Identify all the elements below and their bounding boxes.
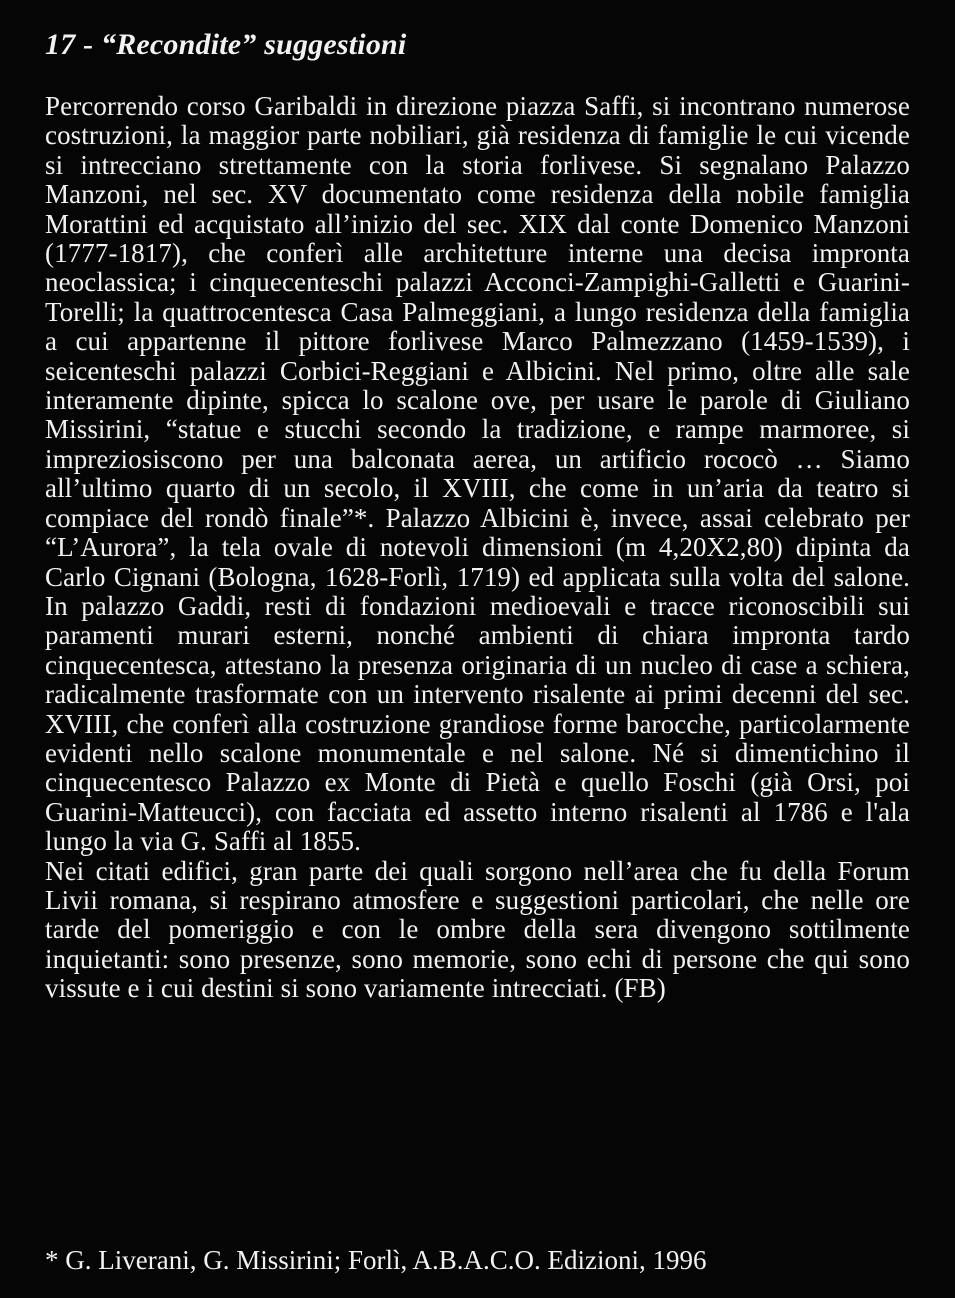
- paragraph-2: Nei citati edifici, gran parte dei quali sorgono nell’area che fu della Forum Livii romana, si respirano atmosfere e suggestioni particolari, che nelle ore tarde del pomeriggio e con le ombre della sera divengono sottilmente inquietanti: sono presenze, sono memorie, sono echi di persone che qui sono vissute e i cui destini si sono variamente intrecciati. (FB): [45, 855, 910, 1004]
- body-text: [45, 92, 910, 1004]
- section-title: 17 - “Recondite” suggestioni: [45, 28, 407, 61]
- paragraph-1: Percorrendo corso Garibaldi in direzione piazza Saffi, si incontrano numerose costruzioni, la maggior parte nobiliari, già residenza di famiglie le cui vicende si intrecciano strettamente con la storia forlivese. Si segnalano Palazzo Manzoni, nel sec. XV documentato come residenza della nobile famiglia Morattini ed acquistato all’inizio del sec. XIX dal conte Domenico Manzoni (1777-1817), che conferì alle architetture interne una decisa impronta neoclassica; i cinquecenteschi palazzi Acconci-Zampighi-Galletti e Guarini-Torelli; la quattrocentesca Casa Palmeggiani, a lungo residenza della famiglia a cui appartenne il pittore forlivese Marco Palmezzano (1459-1539), i seicenteschi palazzi Corbici-Reggiani e Albicini. Nel primo, oltre alle sale interamente dipinte, spicca lo scalone ove, per usare le parole di Giuliano Missirini, “statue e stucchi secondo la tradizione, e rampe marmoree, si impreziosiscono per una balconata aerea, un artificio rococò … Siamo all’ultimo quarto di un secolo, il XVIII, che come in un’aria da teatro si compiace del rondò finale”*. Palazzo Albicini è, invece, assai celebrato per “L’Aurora”, la tela ovale di notevoli dimensioni (m 4,20X2,80) dipinta da Carlo Cignani (Bologna, 1628-Forlì, 1719) ed applicata sulla volta del salone. In palazzo Gaddi, resti di fondazioni medioevali e tracce riconoscibili sui paramenti murari esterni, nonché ambienti di chiara impronta tardo cinquecentesca, attestano la presenza originaria di un nucleo di case a schiera, radicalmente trasformate con un intervento risalente ai primi decenni del sec. XVIII, che conferì alla costruzione grandiose forme barocche, particolarmente evidenti nello scalone monumentale e nel salone. Né si dimentichino il cinquecentesco Palazzo ex Monte di Pietà e quello Foschi (già Orsi, poi Guarini-Matteucci), con facciata ed assetto interno risalenti al 1786 e l'ala lungo la via G. Saffi al 1855.: [45, 91, 910, 857]
- footnote: * G. Liverani, G. Missirini; Forlì, A.B.A.C.O. Edizioni, 1996: [45, 1245, 707, 1275]
